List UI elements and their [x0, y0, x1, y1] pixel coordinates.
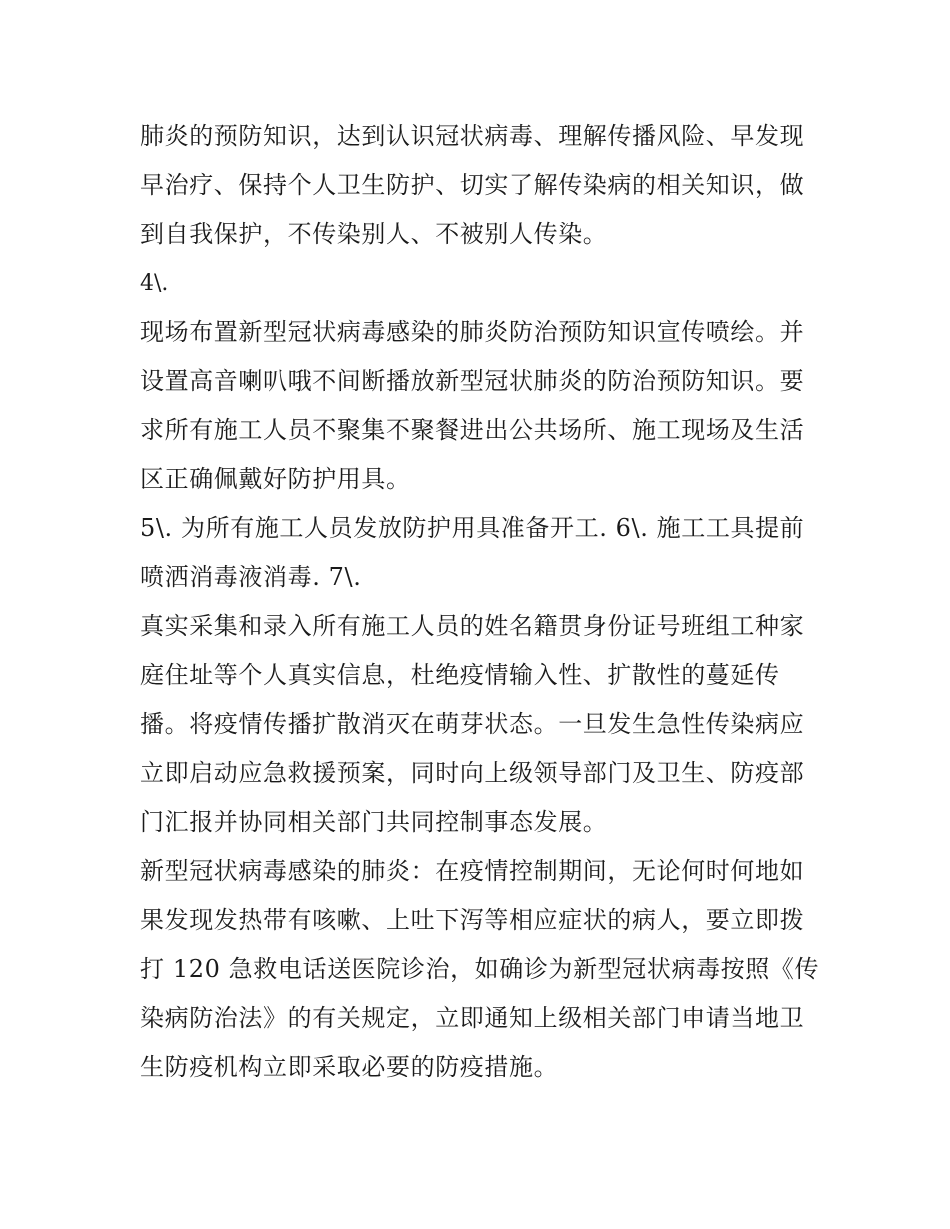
- document-body: [140, 112, 820, 1092]
- text-line: 门汇报并协同相关部门共同控制事态发展。: [140, 808, 608, 836]
- text-line: 真实采集和录入所有施工人员的姓名籍贯身份证号班组工种家: [140, 612, 805, 640]
- text-line: 早治疗、保持个人卫生防护、切实了解传染病的相关知识，做: [140, 171, 805, 199]
- text-line: 到自我保护，不传染别人、不被别人传染。: [140, 220, 608, 248]
- text-line: 求所有施工人员不聚集不聚餐进出公共场所、施工现场及生活: [140, 416, 805, 444]
- text-line: 区正确佩戴好防护用具。: [140, 465, 411, 493]
- text-line: 设置高音喇叭哦不间断播放新型冠状肺炎的防治预防知识。要: [140, 367, 805, 395]
- text-line: 现场布置新型冠状病毒感染的肺炎防治预防知识宣传喷绘。并: [140, 318, 805, 346]
- text-line: 立即启动应急救援预案，同时向上级领导部门及卫生、防疫部: [140, 759, 805, 787]
- text-line: 生防疫机构立即采取必要的防疫措施。: [140, 1053, 559, 1081]
- item-number: 4\.: [140, 271, 169, 296]
- text-line: 庭住址等个人真实信息，杜绝疫情输入性、扩散性的蔓延传: [140, 661, 780, 689]
- text-line: 新型冠状病毒感染的肺炎：在疫情控制期间，无论何时何地如: [140, 857, 805, 885]
- text-line: 播。将疫情传播扩散消灭在萌芽状态。一旦发生急性传染病应: [140, 710, 805, 738]
- text-line: 染病防治法》的有关规定，立即通知上级相关部门申请当地卫: [140, 1004, 805, 1032]
- text-line: 果发现发热带有咳嗽、上吐下泻等相应症状的病人，要立即拨: [140, 906, 805, 934]
- text-line: 肺炎的预防知识，达到认识冠状病毒、理解传播风险、早发现: [140, 122, 805, 150]
- text-line: 打 120 急救电话送医院诊治，如确诊为新型冠状病毒按照《传: [140, 955, 820, 983]
- text-line: 喷洒消毒液消毒. 7\.: [140, 563, 362, 591]
- text-line: 5\. 为所有施工人员发放防护用具准备开工. 6\. 施工工具提前: [140, 514, 805, 542]
